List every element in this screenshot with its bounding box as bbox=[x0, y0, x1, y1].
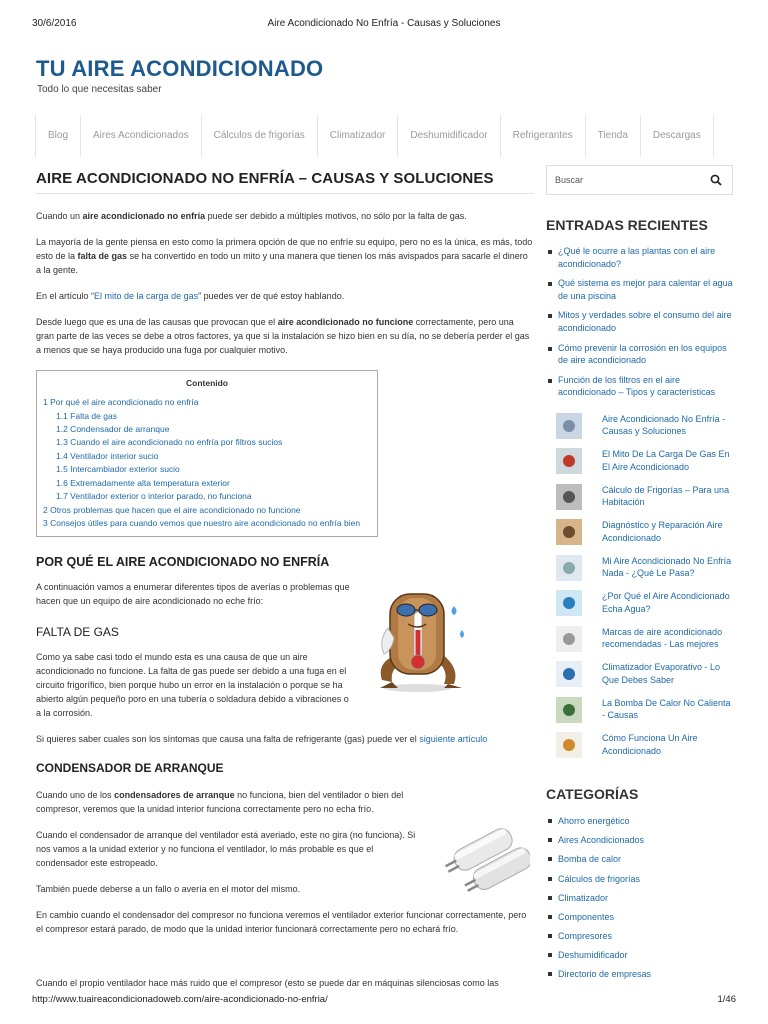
heading-gas: FALTA DE GAS bbox=[36, 624, 119, 639]
paragraph-gas: Como ya sabe casi todo el mundo esta es una causa de que un aire acondicionado no funcione. La falta de gas puede ser debido a una fuga en el circuito frigorífico, bien porque hubo un error en la instalación o porque se ha abierto algún pequeño poro en una tubería o soldadura debido a vibraciones o a la corrosión. bbox=[36, 652, 349, 718]
thumbnail-post[interactable] bbox=[546, 732, 734, 768]
paragraph-motor: También puede deberse a un fallo o avería en el motor del mismo. bbox=[36, 884, 301, 895]
thermometer-illustration bbox=[368, 584, 478, 694]
thumbnail-post-title: Mi Aire Acondicionado No Enfría Nada - ¿Qué Le Pasa? bbox=[602, 555, 732, 579]
site-title[interactable]: TU AIRE ACONDICIONADO bbox=[36, 56, 324, 81]
nav-item-5[interactable]: Refrigerantes bbox=[501, 115, 586, 157]
airflow-icon bbox=[556, 661, 582, 687]
print-doc-title: Aire Acondicionado No Enfría - Causas y Soluciones bbox=[267, 18, 501, 29]
nav-item-7[interactable]: Descargas bbox=[641, 115, 714, 157]
category-link[interactable]: Directorio de empresas bbox=[546, 967, 734, 986]
search-icon[interactable] bbox=[710, 174, 722, 186]
thumbnail-post-title: Diagnóstico y Reparación Aire Acondicionado bbox=[602, 520, 723, 543]
recent-post-link[interactable]: ¿Qué le ocurre a las plantas con el aire acondicionado? bbox=[546, 245, 734, 270]
category-link[interactable]: Climatizador bbox=[546, 891, 734, 910]
toc-title: Contenido bbox=[185, 377, 229, 388]
thumbnail-post-title: El Mito De La Carga De Gas En El Aire Acondicionado bbox=[602, 449, 730, 472]
heat-pump-icon bbox=[556, 697, 582, 723]
paragraph-gas-myth: La mayoría de la gente piensa en esto como la primera opción de que no enfríe su equipo, pero no es la única, es más, todo esto de la falta de gas se ha convertido en todo un mito y una manera que tienen los más avispados para sacarle el dinero a la gente. bbox=[36, 237, 533, 276]
recent-post-link[interactable]: Función de los filtros en el aire acondicionado – Tipos y características bbox=[546, 374, 734, 399]
nav-item-6[interactable]: Tienda bbox=[586, 115, 641, 157]
category-link[interactable]: Compresores bbox=[546, 929, 734, 948]
thumbnail-post-title: Aire Acondicionado No Enfría - Causas y Soluciones bbox=[602, 413, 726, 437]
thumbnail-post[interactable] bbox=[546, 590, 734, 626]
toc-link[interactable]: 1.6 Extremadamente alta temperatura exterior bbox=[56, 477, 230, 488]
article-title: AIRE ACONDICIONADO NO ENFRÍA – CAUSAS Y SOLUCIONES bbox=[36, 167, 534, 194]
search-placeholder: Buscar bbox=[555, 175, 584, 185]
nav-item-1[interactable]: Aires Acondicionados bbox=[81, 115, 202, 157]
paragraph-list-intro: A continuación vamos a enumerar diferentes tipos de averías o problemas que hacen que un equipo de aire acondicionado no eche frío: bbox=[36, 581, 350, 606]
thumbnail-post[interactable] bbox=[546, 448, 734, 484]
categories-heading: CATEGORÍAS bbox=[546, 785, 639, 802]
paragraph-fan-capacitor: Cuando el condensador de arranque del ventilador está averiado, este no gira (no funciona). Si nos vamos a la unidad exterior y no funciona el ventilador, lo más probable es que el condensador este estropeado. bbox=[36, 830, 416, 869]
thumbnail-post[interactable] bbox=[546, 661, 734, 697]
print-date: 30/6/2016 bbox=[32, 18, 77, 29]
category-link[interactable]: Ahorro energético bbox=[546, 814, 734, 833]
brands-icon bbox=[556, 626, 582, 652]
water-drop-icon bbox=[556, 590, 582, 616]
recent-posts-list bbox=[546, 245, 734, 399]
thumbnail-post[interactable] bbox=[546, 626, 734, 662]
print-page-number: 1/46 bbox=[717, 994, 736, 1005]
thumbnail-post-title: Cómo Funciona Un Aire Acondicionado bbox=[602, 733, 698, 756]
category-link[interactable]: Aires Acondicionados bbox=[546, 833, 734, 852]
recent-post-link[interactable]: Qué sistema es mejor para calentar el agua de una piscina bbox=[546, 277, 734, 302]
toc-link[interactable]: 3 Consejos útiles para cuando vemos que nuestro aire acondicionado no enfría bien bbox=[43, 517, 361, 528]
paragraph-causes: Desde luego que es una de las causas que provocan que el aire acondicionado no funcione correctamente, pero una gran parte de las veces se debe a otros factores, ya que si la instalación se hizo bien en su día, no se debería perder el gas a menos que se haya producido una fuga por cualquier motivo. bbox=[36, 316, 530, 355]
paragraph-gas-link: Si quieres saber cuales son los síntomas que causa una falta de refrigerante (gas) puede ver el siguiente artículo bbox=[36, 733, 488, 744]
ac-unit-icon bbox=[556, 555, 582, 581]
nav-item-3[interactable]: Climatizador bbox=[318, 115, 399, 157]
toc-link[interactable]: 1 Por qué el aire acondicionado no enfría bbox=[43, 397, 199, 408]
toc-link[interactable]: 2 Otros problemas que hacen que el aire acondicionado no funcione bbox=[43, 504, 301, 515]
sidebar bbox=[546, 165, 734, 987]
main-nav bbox=[35, 115, 714, 157]
technician-icon bbox=[556, 519, 582, 545]
toc-link[interactable]: 1.3 Cuando el aire acondicionado no enfría por filtros sucios bbox=[56, 437, 283, 448]
nav-item-2[interactable]: Cálculos de frigorías bbox=[202, 115, 318, 157]
recent-post-link[interactable]: Cómo prevenir la corrosión en los equipos de aire acondicionado bbox=[546, 342, 734, 367]
thumbnail-post-title: La Bomba De Calor No Calienta - Causas bbox=[602, 697, 731, 721]
recent-post-link[interactable]: Mitos y verdades sobre el consumo del aire acondicionado bbox=[546, 309, 734, 334]
heading-capacitor: CONDENSADOR DE ARRANQUE bbox=[36, 760, 224, 775]
category-link[interactable]: Cálculos de frigorías bbox=[546, 872, 734, 891]
thumbnail-post-title: Marcas de aire acondicionado recomendadas - Las mejores bbox=[602, 626, 723, 650]
paragraph-cutoff: Cuando el propio ventilador hace más ruido que el compresor (esto se puede dar en máquinas silenciosas como las bbox=[36, 978, 499, 988]
nav-item-4[interactable]: Deshumidificador bbox=[398, 115, 500, 157]
thumbnail-post-title: Cálculo de Frigorías – Para una Habitación bbox=[602, 484, 730, 508]
next-article-link[interactable]: siguiente artículo bbox=[419, 733, 488, 744]
thumbnail-post[interactable] bbox=[546, 697, 734, 733]
gauge-icon bbox=[556, 448, 582, 474]
nav-item-0[interactable]: Blog bbox=[36, 115, 81, 157]
toc-link[interactable]: 1.2 Condensador de arranque bbox=[56, 424, 170, 435]
capacitors-illustration bbox=[440, 808, 530, 898]
search-input[interactable] bbox=[546, 165, 733, 195]
diagram-icon bbox=[556, 732, 582, 758]
toc-link[interactable]: 1.5 Intercambiador exterior sucio bbox=[56, 464, 180, 475]
toc-link[interactable]: 1.4 Ventilador interior sucio bbox=[56, 450, 159, 461]
category-link[interactable]: Componentes bbox=[546, 910, 734, 929]
recent-posts-heading: ENTRADAS RECIENTES bbox=[546, 217, 708, 233]
thumbnail-post[interactable] bbox=[546, 555, 734, 591]
toc-link[interactable]: 1.1 Falta de gas bbox=[56, 410, 117, 421]
thumbnail-post[interactable] bbox=[546, 519, 734, 555]
paragraph-intro: Cuando un aire acondicionado no enfría puede ser debido a múltiples motivos, no sólo por la falta de gas. bbox=[36, 211, 467, 222]
paragraph-capacitor: Cuando uno de los condensadores de arranque no funciona, bien del ventilador o bien del compresor, veremos que la unidad interior funciona correctamente pero no echa frío. bbox=[36, 790, 404, 815]
paragraph-compressor: En cambio cuando el condensador del compresor no funciona veremos el ventilador exterior funcionar correctamente, pero el compresor estará parado, de modo que la unidad interior funcionará correctamente pero no echará frío. bbox=[36, 910, 527, 935]
thumbnail-post-title: Climatizador Evaporativo - Lo Que Debes Saber bbox=[602, 662, 721, 685]
thumbnail-post[interactable] bbox=[546, 484, 734, 520]
ac-remote-icon bbox=[556, 413, 582, 439]
category-link[interactable]: Bomba de calor bbox=[546, 852, 734, 871]
heading-why: POR QUÉ EL AIRE ACONDICIONADO NO ENFRÍA bbox=[36, 555, 330, 570]
site-tagline: Todo lo que necesitas saber bbox=[37, 84, 162, 95]
calculator-icon bbox=[556, 484, 582, 510]
thumbnail-post[interactable] bbox=[546, 413, 734, 449]
gas-myth-link[interactable]: El mito de la carga de gas bbox=[94, 291, 199, 301]
print-footer bbox=[0, 994, 768, 1014]
print-url: http://www.tuaireacondicionadoweb.com/aire-acondicionado-no-enfria/ bbox=[32, 994, 328, 1005]
category-link[interactable]: Deshumidificador bbox=[546, 948, 734, 967]
categories-list bbox=[546, 814, 734, 987]
toc-link[interactable]: 1.7 Ventilador exterior o interior parado, no funciona bbox=[56, 491, 252, 502]
thumbnail-posts-list bbox=[546, 413, 734, 768]
thumbnail-post-title: ¿Por Qué el Aire Acondicionado Echa Agua? bbox=[602, 591, 730, 614]
paragraph-article-ref: En el artículo “El mito de la carga de gas” puedes ver de qué estoy hablando. bbox=[36, 291, 345, 301]
table-of-contents bbox=[36, 370, 378, 538]
